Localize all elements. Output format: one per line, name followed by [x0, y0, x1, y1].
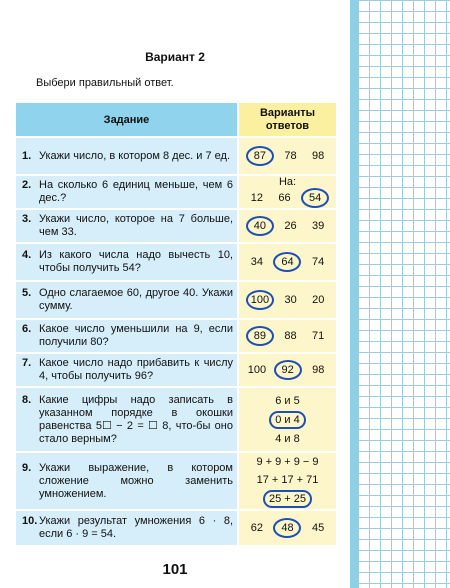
table-row: [15, 243, 337, 281]
task-text: Укажи результат умножения 6 · 8, если 6 · 9 = 54.: [39, 515, 233, 540]
task-text: Укажи число, которое на 7 больше, чем 33.: [39, 213, 233, 238]
task-number: 3.: [22, 213, 32, 225]
table-row: [15, 319, 337, 353]
answer-option[interactable]: 34: [250, 256, 263, 268]
answer-cell: [238, 281, 337, 319]
answer-option[interactable]: 17 + 17 + 71: [256, 474, 319, 486]
task-cell: [15, 243, 238, 281]
answers-header: Варианты ответов: [238, 102, 337, 137]
answer-option[interactable]: 39: [312, 220, 325, 232]
answer-option-circled[interactable]: 54: [301, 188, 329, 208]
answer-option[interactable]: 9 + 9 + 9 − 9: [256, 456, 319, 468]
answer-option-circled[interactable]: 92: [274, 360, 302, 380]
task-cell: [15, 175, 238, 209]
task-cell: [15, 452, 238, 510]
answer-option[interactable]: 98: [312, 150, 325, 162]
answer-cell: [238, 319, 337, 353]
answer-cell: [238, 387, 337, 452]
answer-option[interactable]: 74: [312, 256, 325, 268]
task-number: 4.: [22, 249, 32, 261]
page-divider: [350, 0, 358, 588]
task-text: Какое число уменьшили на 9, если получили 80?: [39, 323, 233, 348]
task-text: Какие цифры надо записать в указанном порядке в окошки равенства 5☐ − 2 = ☐ 8, что-бы оно стало верным?: [39, 393, 233, 445]
answer-cell: [238, 510, 337, 546]
answer-option[interactable]: 30: [284, 294, 297, 306]
task-cell: [15, 387, 238, 452]
task-number: 2.: [22, 179, 32, 191]
task-table: [14, 101, 338, 547]
task-text: Одно слагаемое 60, другое 40. Укажи сумму.: [39, 287, 233, 312]
answer-option[interactable]: 62: [250, 522, 263, 534]
answer-option-circled[interactable]: 0 и 4: [269, 411, 306, 429]
task-text: Какое число надо прибавить к числу 4, чтобы получить 96?: [39, 357, 233, 382]
page-number: 101: [148, 556, 202, 584]
answer-option[interactable]: 6 и 5: [275, 394, 300, 407]
task-number: 1.: [22, 149, 32, 162]
table-row: [15, 137, 337, 175]
answer-option[interactable]: 78: [284, 150, 297, 162]
task-cell: [15, 353, 238, 387]
task-header: Задание: [15, 102, 238, 137]
answer-option[interactable]: 26: [284, 220, 297, 232]
grid-paper: [358, 0, 450, 588]
variant-title: Вариант 2: [145, 50, 205, 64]
answer-cell: [238, 243, 337, 281]
task-text: На сколько 6 единиц меньше, чем 6 дес.?: [39, 179, 233, 204]
answer-option-circled[interactable]: 25 + 25: [263, 490, 312, 508]
answer-option-circled[interactable]: 87: [246, 146, 274, 166]
answer-cell: [238, 452, 337, 510]
task-number: 9.: [22, 461, 32, 474]
task-number: 8.: [22, 393, 32, 406]
answer-cell: [238, 353, 337, 387]
task-cell: [15, 510, 238, 546]
task-text: Из какого числа надо вычесть 10, чтобы получить 54?: [39, 249, 233, 274]
answer-cell: [238, 137, 337, 175]
answer-option[interactable]: 45: [312, 522, 325, 534]
table-row: [15, 209, 337, 243]
answer-cell: [238, 175, 337, 209]
answer-option[interactable]: 88: [284, 330, 297, 342]
answer-prefix: На:: [278, 176, 297, 188]
task-number: 10.: [22, 515, 38, 527]
answer-option[interactable]: 20: [312, 294, 325, 306]
answer-option-circled[interactable]: 64: [273, 252, 301, 272]
answer-option-circled[interactable]: 100: [246, 290, 274, 310]
answer-option[interactable]: 4 и 8: [275, 432, 300, 445]
table-row: [15, 452, 337, 510]
answer-option[interactable]: 71: [312, 330, 325, 342]
answer-option-circled[interactable]: 89: [246, 326, 274, 346]
instruction: Выбери правильный ответ.: [36, 77, 174, 89]
answer-cell: [238, 209, 337, 243]
table-row: [15, 281, 337, 319]
task-cell: [15, 137, 238, 175]
task-text: Укажи число, в котором 8 дес. и 7 ед.: [39, 149, 231, 162]
answer-option[interactable]: 66: [278, 192, 291, 204]
task-cell: [15, 209, 238, 243]
answer-option-circled[interactable]: 48: [273, 518, 301, 538]
task-text: Укажи выражение, в котором сложение можно заменить умножением.: [39, 461, 233, 500]
task-cell: [15, 281, 238, 319]
task-number: 7.: [22, 357, 32, 369]
table-row: [15, 175, 337, 209]
table-row: [15, 387, 337, 452]
task-cell: [15, 319, 238, 353]
answer-option[interactable]: 98: [312, 364, 325, 376]
task-number: 5.: [22, 287, 32, 299]
answer-option[interactable]: 12: [250, 192, 263, 204]
answer-option[interactable]: 100: [247, 364, 267, 376]
table-row: [15, 353, 337, 387]
task-number: 6.: [22, 323, 32, 335]
answer-option-circled[interactable]: 40: [246, 216, 274, 236]
table-row: [15, 510, 337, 546]
